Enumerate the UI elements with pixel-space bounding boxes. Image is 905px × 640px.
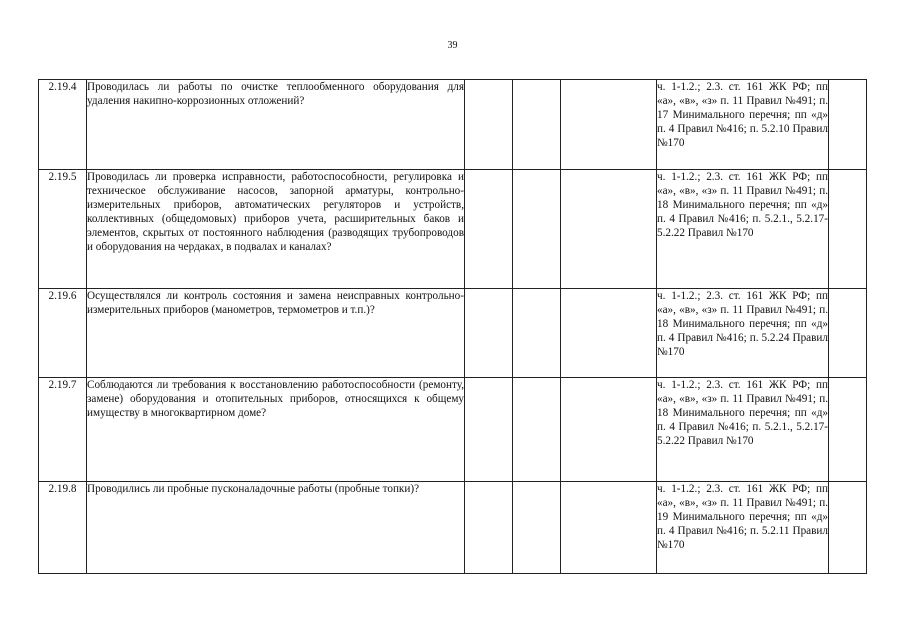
comment-cell[interactable] [829,482,867,574]
answer-yes-cell[interactable] [465,170,513,289]
table-row [39,378,867,482]
not-applicable-cell[interactable] [561,482,657,574]
not-applicable-cell[interactable] [561,289,657,378]
legal-reference: ч. 1-1.2.; 2.3. ст. 161 ЖК РФ; пп «а», «в», «з» п. 11 Правил №491; п. 18 Минимального перечня; пп «д» п. 4 Правил №416; п. 5.2.1., 5.2.17-5.2.22 Правил №170 [657,378,829,482]
comment-cell[interactable] [829,170,867,289]
comment-cell[interactable] [829,80,867,170]
legal-reference: ч. 1-1.2.; 2.3. ст. 161 ЖК РФ; пп «а», «в», «з» п. 11 Правил №491; п. 18 Минимального перечня; пп «д» п. 4 Правил №416; п. 5.2.1., 5.2.17-5.2.22 Правил №170 [657,170,829,289]
answer-yes-cell[interactable] [465,80,513,170]
answer-no-cell[interactable] [513,289,561,378]
checklist-table [38,79,867,574]
answer-yes-cell[interactable] [465,482,513,574]
legal-reference: ч. 1-1.2.; 2.3. ст. 161 ЖК РФ; пп «а», «в», «з» п. 11 Правил №491; п. 17 Минимального перечня; пп «д» п. 4 Правил №416; п. 5.2.10 Правил №170 [657,80,829,170]
item-number: 2.19.5 [39,170,87,289]
table-row [39,80,867,170]
item-number: 2.19.6 [39,289,87,378]
not-applicable-cell[interactable] [561,80,657,170]
answer-yes-cell[interactable] [465,289,513,378]
answer-no-cell[interactable] [513,482,561,574]
item-number: 2.19.4 [39,80,87,170]
question-text: Проводилась ли проверка исправности, работоспособности, регулировка и техническое обслуживание насосов, запорной арматуры, контрольно-измерительных приборов, автоматических регуляторов и устройств, коллективных (общедомовых) приборов учета, расширительных баков и элементов, скрытых от постоянного наблюдения (разводящих трубопроводов и оборудования на чердаках, в подвалах и каналах? [87,170,465,289]
question-text: Соблюдаются ли требования к восстановлению работоспособности (ремонту, замене) оборудования и отопительных приборов, относящихся к общему имуществу в многоквартирном доме? [87,378,465,482]
answer-no-cell[interactable] [513,170,561,289]
comment-cell[interactable] [829,378,867,482]
item-number: 2.19.7 [39,378,87,482]
table-row [39,482,867,574]
page-number: 39 [447,40,458,51]
legal-reference: ч. 1-1.2.; 2.3. ст. 161 ЖК РФ; пп «а», «в», «з» п. 11 Правил №491; п. 19 Минимального перечня; пп «д» п. 4 Правил №416; п. 5.2.11 Правил №170 [657,482,829,574]
not-applicable-cell[interactable] [561,378,657,482]
question-text: Проводилась ли работы по очистке теплообменного оборудования для удаления накипно-коррозионных отложений? [87,80,465,170]
question-text: Осуществлялся ли контроль состояния и замена неисправных контрольно-измерительных приборов (манометров, термометров и т.п.)? [87,289,465,378]
table-row [39,170,867,289]
answer-no-cell[interactable] [513,378,561,482]
not-applicable-cell[interactable] [561,170,657,289]
item-number: 2.19.8 [39,482,87,574]
answer-yes-cell[interactable] [465,378,513,482]
comment-cell[interactable] [829,289,867,378]
question-text: Проводились ли пробные пусконаладочные работы (пробные топки)? [87,482,465,574]
legal-reference: ч. 1-1.2.; 2.3. ст. 161 ЖК РФ; пп «а», «в», «з» п. 11 Правил №491; п. 18 Минимального перечня; пп «д» п. 4 Правил №416; п. 5.2.24 Правил №170 [657,289,829,378]
table-row [39,289,867,378]
answer-no-cell[interactable] [513,80,561,170]
